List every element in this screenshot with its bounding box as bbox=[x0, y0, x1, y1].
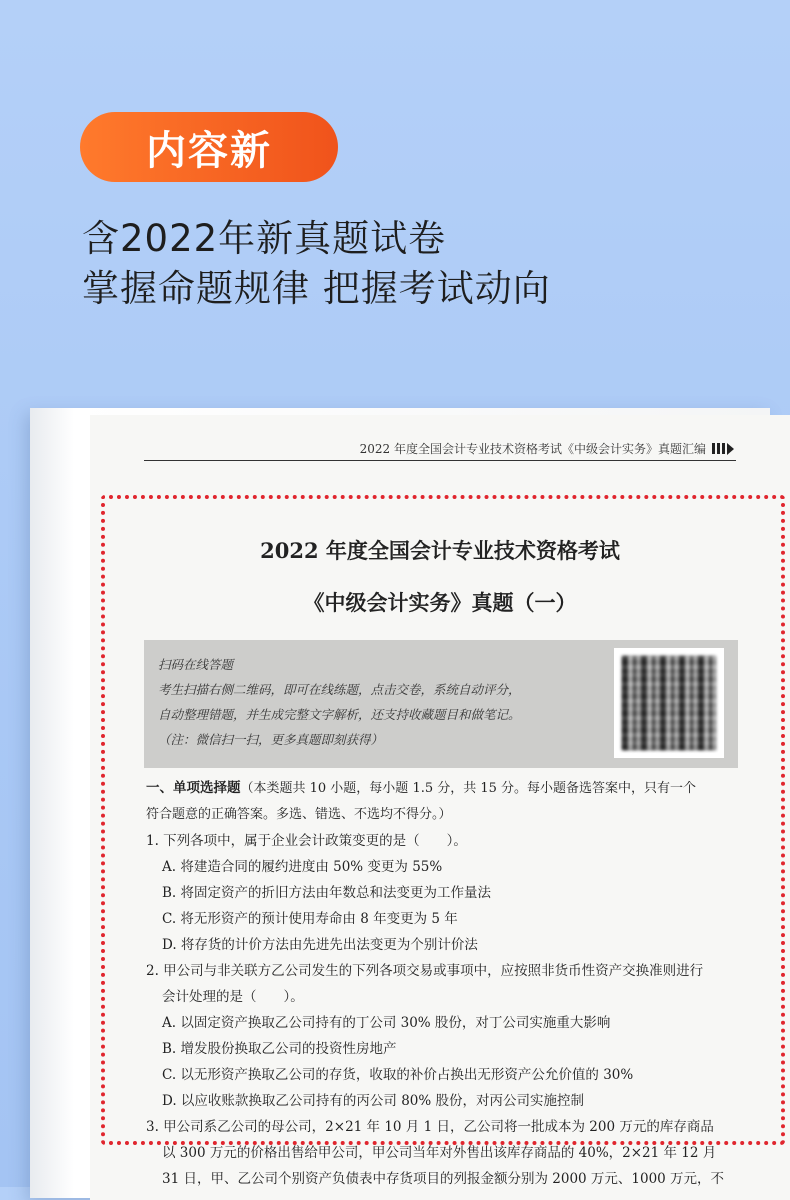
scan-line-3: （注：微信扫一扫，更多真题即刻获得） bbox=[158, 732, 384, 747]
question-2-line-1: 2. 甲公司与非关联方乙公司发生的下列各项交易或事项中，应按照非货币性资产交换准则进行 bbox=[146, 963, 704, 979]
question-2-option-d: D. 以应收账款换取乙公司持有的丙公司 80% 股份，对丙公司实施控制 bbox=[162, 1093, 585, 1109]
scan-line-1: 考生扫描右侧二维码，即可在线练题，点击交卷，系统自动评分， bbox=[158, 682, 521, 697]
header-rule bbox=[144, 460, 736, 461]
question-1-option-a: A. 将建造合同的履约进度由 50% 变更为 55% bbox=[162, 859, 443, 875]
section-heading-row bbox=[146, 775, 746, 802]
promo-line-2: 掌握命题规律 把握考试动向 bbox=[82, 267, 551, 310]
section-heading: 一、单项选择题 bbox=[146, 780, 241, 796]
question-3-line-2: 以 300 万元的价格出售给甲公司，甲公司当年对外售出该库存商品的 40%，2×21 年 12 月 bbox=[162, 1145, 717, 1161]
question-2-option-a: A. 以固定资产换取乙公司持有的丁公司 30% 股份，对丁公司实施重大影响 bbox=[162, 1015, 611, 1031]
promo-badge: 内容新 bbox=[80, 112, 338, 182]
exam-subtitle: 《中级会计实务》真题（一） bbox=[303, 590, 577, 615]
scan-line-2: 自动整理错题，并生成完整文字解析，还支持收藏题目和做笔记。 bbox=[158, 707, 521, 722]
header-marks-icon bbox=[712, 443, 734, 455]
question-1: 1. 下列各项中，属于企业会计政策变更的是（ ）。 bbox=[146, 833, 467, 849]
question-2-option-b: B. 增发股份换取乙公司的投资性房地产 bbox=[162, 1041, 397, 1057]
question-1-option-c: C. 将无形资产的预计使用寿命由 8 年变更为 5 年 bbox=[162, 911, 458, 927]
question-3-line-3: 31 日，甲、乙公司个别资产负债表中存货项目的列报金额分别为 2000 万元、1000 万元，不 bbox=[162, 1171, 725, 1187]
running-header bbox=[360, 440, 734, 457]
promo-line-1: 含2022年新真题试卷 bbox=[82, 217, 447, 260]
qr-code-icon[interactable] bbox=[614, 648, 724, 758]
scan-heading: 扫码在线答题 bbox=[158, 657, 234, 672]
qr-code-pattern-overlay bbox=[622, 656, 716, 750]
question-2-option-c: C. 以无形资产换取乙公司的存货，收取的补价占换出无形资产公允价值的 30% bbox=[162, 1067, 634, 1083]
section-note-1: （本类题共 10 小题，每小题 1.5 分，共 15 分。每小题备选答案中，只有一个 bbox=[240, 781, 697, 796]
running-header-text: 2022 年度全国会计专业技术资格考试《中级会计实务》真题汇编 bbox=[359, 442, 706, 456]
question-list bbox=[146, 775, 746, 1192]
question-1-option-d: D. 将存货的计价方法由先进先出法变更为个别计价法 bbox=[162, 937, 478, 953]
exam-title: 2022 年度全国会计专业技术资格考试 bbox=[260, 538, 620, 563]
question-3-line-1: 3. 甲公司系乙公司的母公司，2×21 年 10 月 1 日，乙公司将一批成本为 200 万元的库存商品 bbox=[146, 1119, 714, 1135]
scan-box bbox=[144, 640, 738, 768]
section-note-2: 符合题意的正确答案。多选、错选、不选均不得分。） bbox=[146, 807, 452, 822]
scan-box-text bbox=[158, 652, 521, 752]
question-2-line-2: 会计处理的是（ ）。 bbox=[162, 989, 304, 1005]
question-1-option-b: B. 将固定资产的折旧方法由年数总和法变更为工作量法 bbox=[162, 885, 492, 901]
book-page bbox=[90, 415, 790, 1200]
